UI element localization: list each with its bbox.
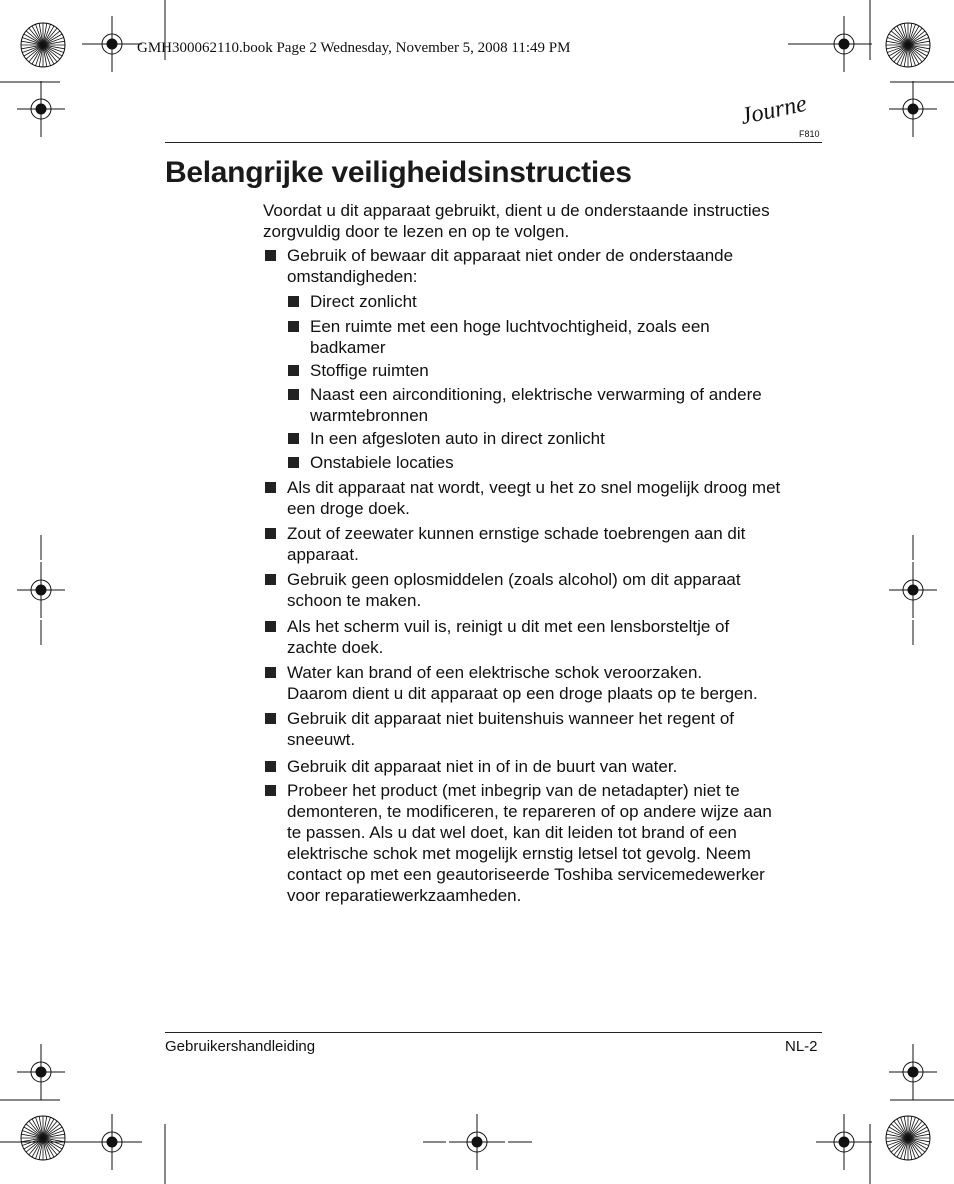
list-item-text	[310, 384, 822, 426]
list-item-line: Stoffige ruimten	[310, 361, 429, 380]
list-item-line: In een afgesloten auto in direct zonlicht	[310, 429, 605, 448]
list-item-line: Naast een airconditioning, elektrische verwarming of andere	[310, 385, 762, 404]
list-item-text	[287, 569, 822, 611]
bullet-square-icon	[265, 250, 276, 261]
bullet-square-icon	[265, 482, 276, 493]
list-item-line: te passen. Als u dat wel doet, kan dit leiden tot brand of een	[287, 823, 737, 842]
list-item-line: Direct zonlicht	[310, 292, 417, 311]
list-item-line: Gebruik dit apparaat niet in of in de buurt van water.	[287, 757, 678, 776]
list-item	[265, 756, 822, 777]
list-item-text	[287, 708, 822, 750]
list-item-line: demonteren, te modificeren, te repareren of op andere wijze aan	[287, 802, 772, 821]
footer-rule	[165, 1032, 822, 1033]
list-item	[265, 616, 822, 658]
list-item-line: Een ruimte met een hoge luchtvochtigheid, zoals een	[310, 317, 710, 336]
list-item-line: schoon te maken.	[287, 591, 422, 610]
list-item-line: Daarom dient u dit apparaat op een droge plaats op te bergen.	[287, 684, 758, 703]
list-item-line: omstandigheden:	[287, 267, 418, 286]
list-item-text	[287, 756, 822, 777]
list-item-line: warmtebronnen	[310, 406, 429, 425]
list-item-text	[310, 316, 822, 358]
list-item-text	[310, 452, 822, 473]
list-item-text	[287, 477, 822, 519]
bullet-square-icon	[288, 296, 299, 307]
list-item	[288, 360, 822, 381]
list-item-line: contact op met een geautoriseerde Toshiba servicemedewerker	[287, 865, 765, 884]
bullet-square-icon	[265, 713, 276, 724]
list-item-text	[287, 662, 822, 704]
journe-logo: Journe	[738, 90, 809, 131]
bullet-square-icon	[288, 321, 299, 332]
bullet-square-icon	[288, 433, 299, 444]
list-item-text	[310, 360, 822, 381]
list-item	[288, 291, 822, 312]
page-number: NL-2	[785, 1038, 818, 1055]
list-item	[265, 662, 822, 704]
list-item-text	[287, 245, 822, 287]
header-rule	[165, 142, 822, 143]
list-item-line: voor reparatiewerkzaamheden.	[287, 886, 522, 905]
list-item-line: Als dit apparaat nat wordt, veegt u het zo snel mogelijk droog met	[287, 478, 781, 497]
print-slug: GMH300062110.book Page 2 Wednesday, November 5, 2008 11:49 PM	[137, 40, 571, 56]
list-item	[265, 245, 822, 287]
list-item	[288, 316, 822, 358]
bullet-square-icon	[288, 365, 299, 376]
list-item	[265, 708, 822, 750]
bullet-square-icon	[265, 621, 276, 632]
list-item	[265, 523, 822, 565]
list-item	[265, 477, 822, 519]
bullet-square-icon	[265, 574, 276, 585]
list-item-text	[287, 523, 822, 565]
list-item-line: zachte doek.	[287, 638, 384, 657]
list-item-line: apparaat.	[287, 545, 359, 564]
list-item	[265, 780, 822, 906]
bullet-square-icon	[265, 667, 276, 678]
footer-manual-name: Gebruikershandleiding	[165, 1038, 316, 1055]
list-item-line: Gebruik of bewaar dit apparaat niet onder de onderstaande	[287, 246, 734, 265]
list-item-line: Gebruik geen oplosmiddelen (zoals alcohol) om dit apparaat	[287, 570, 741, 589]
model-number: F810	[799, 129, 820, 139]
list-item-text	[287, 780, 822, 906]
list-item-line: Water kan brand of een elektrische schok veroorzaken.	[287, 663, 703, 682]
list-item-line: sneeuwt.	[287, 730, 356, 749]
bullet-square-icon	[288, 389, 299, 400]
list-item	[288, 452, 822, 473]
list-item-line: elektrische schok met mogelijk ernstig letsel tot gevolg. Neem	[287, 844, 751, 863]
list-item-text	[287, 616, 822, 658]
list-item	[288, 428, 822, 449]
list-item-text	[310, 428, 822, 449]
bullet-square-icon	[265, 761, 276, 772]
intro-paragraph: Voordat u dit apparaat gebruikt, dient u de onderstaande instructies zorgvuldig door te lezen en op te volgen.	[263, 201, 770, 241]
bullet-square-icon	[265, 528, 276, 539]
bullet-square-icon	[265, 785, 276, 796]
list-item-line: Gebruik dit apparaat niet buitenshuis wanneer het regent of	[287, 709, 735, 728]
list-item-line: Onstabiele locaties	[310, 453, 454, 472]
list-item	[265, 569, 822, 611]
list-item-line: een droge doek.	[287, 499, 410, 518]
page-title: Belangrijke veiligheidsinstructies	[165, 156, 632, 189]
list-item-line: badkamer	[310, 338, 386, 357]
list-item	[288, 384, 822, 426]
list-item-line: Probeer het product (met inbegrip van de netadapter) niet te	[287, 781, 740, 800]
list-item-line: Zout of zeewater kunnen ernstige schade toebrengen aan dit	[287, 524, 746, 543]
list-item-text	[310, 291, 822, 312]
bullet-square-icon	[288, 457, 299, 468]
list-item-line: Als het scherm vuil is, reinigt u dit met een lensborsteltje of	[287, 617, 730, 636]
